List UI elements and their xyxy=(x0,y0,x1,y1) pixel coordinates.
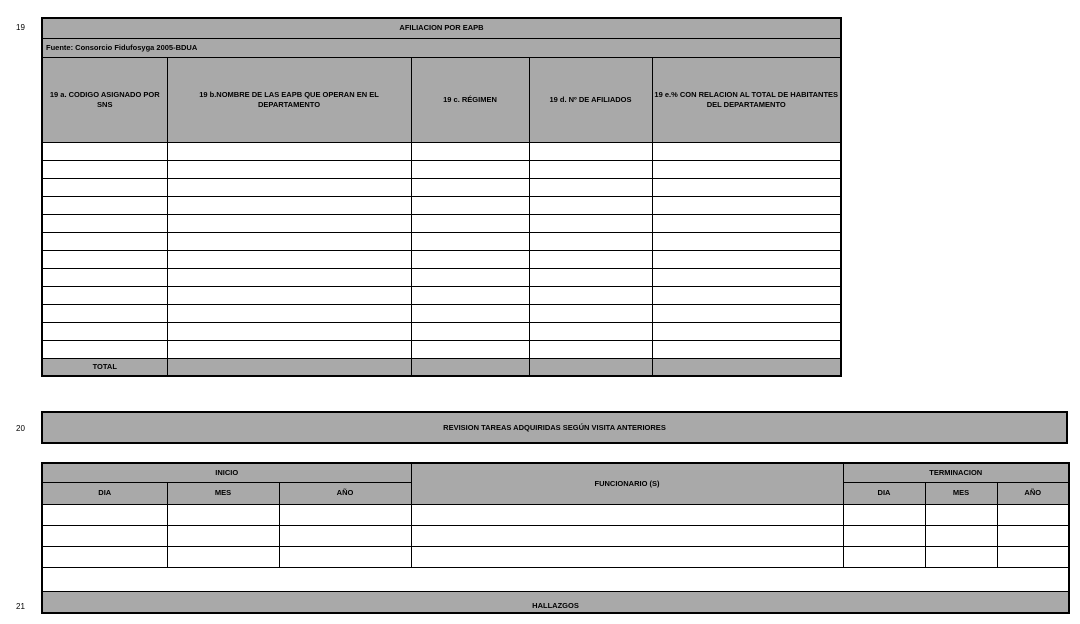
section-number-21: 21 xyxy=(16,602,25,611)
blank-row xyxy=(42,567,1069,591)
table-row xyxy=(42,304,841,322)
table-row xyxy=(42,232,841,250)
table-row xyxy=(42,268,841,286)
section-title: AFILIACION POR EAPB xyxy=(42,18,841,38)
table-row xyxy=(42,322,841,340)
hallazgos-row xyxy=(42,591,1069,613)
inicio-anio-header: AÑO xyxy=(279,482,411,504)
table-row xyxy=(42,196,841,214)
inicio-header: INICIO xyxy=(42,463,411,482)
eapb-data-rows xyxy=(42,142,841,358)
table-row xyxy=(42,214,841,232)
terminacion-mes-header: MES xyxy=(925,482,997,504)
table-row xyxy=(42,504,1069,525)
header-porcentaje: 19 e.% CON RELACION AL TOTAL DE HABITANTES DEL DEPARTAMENTO xyxy=(652,57,841,142)
revision-tasks-table xyxy=(41,462,1070,614)
terminacion-dia-header: DIA xyxy=(843,482,925,504)
table-row xyxy=(42,340,841,358)
inicio-mes-header: MES xyxy=(167,482,279,504)
table-row xyxy=(42,286,841,304)
inicio-dia-header: DIA xyxy=(42,482,167,504)
terminacion-header: TERMINACION xyxy=(843,463,1069,482)
funcionario-header: FUNCIONARIO (S) xyxy=(411,463,843,504)
revision-title-bar xyxy=(41,411,1068,444)
header-afiliados: 19 d. Nº DE AFILIADOS xyxy=(529,57,652,142)
header-codigo: 19 a. CODIGO ASIGNADO POR SNS xyxy=(42,57,167,142)
section-number-19: 19 xyxy=(16,23,25,32)
header-nombre-eapb: 19 b.NOMBRE DE LAS EAPB QUE OPERAN EN EL DEPARTAMENTO xyxy=(167,57,411,142)
table-row xyxy=(42,546,1069,567)
table-row xyxy=(42,142,841,160)
table-row xyxy=(42,250,841,268)
table-row xyxy=(42,178,841,196)
source-note: Fuente: Consorcio Fidufosyga 2005-BDUA xyxy=(42,38,841,57)
table-row xyxy=(42,525,1069,546)
table-row xyxy=(42,160,841,178)
hallazgos-title: HALLAZGOS xyxy=(42,591,1069,613)
terminacion-anio-header: AÑO xyxy=(997,482,1069,504)
section-number-20: 20 xyxy=(16,424,25,433)
revision-title: REVISION TAREAS ADQUIRIDAS SEGÚN VISITA ANTERIORES xyxy=(42,412,1067,443)
total-label: TOTAL xyxy=(42,358,167,376)
eapb-affiliation-table xyxy=(41,17,842,377)
header-regimen: 19 c. RÉGIMEN xyxy=(411,57,529,142)
total-row xyxy=(42,358,841,376)
